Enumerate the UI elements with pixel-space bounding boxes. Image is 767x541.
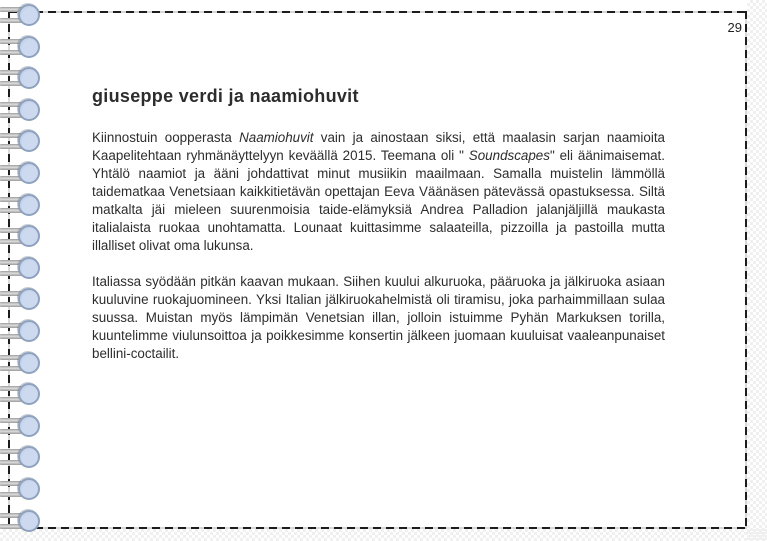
text-run: Italiassa syödään pitkän kaavan mukaan. Siihen kuului alkuruoka, pääruoka ja jälkiruoka asiaan kuuluvine ruokajuomineen. Yksi Italian jälkiruokahelmistä oli tiramisu, joka parhaimmillaan sulaa suussa. Muistan myös lämpimän Venetsian illan, jolloin istuimme Pyhän Markuksen torilla, kuuntelimme viulunsoittoa ja poikkesimme konsertin jälkeen juomaan kuuluisat vaaleanpunaiset bellini-coctailit. [92,274,665,361]
spiral-ring-icon [0,287,42,311]
spiral-ring-icon [0,319,42,343]
ring-knob [18,352,40,374]
ring-knob [18,415,40,437]
spiral-ring-icon [0,129,42,153]
spiral-ring-icon [0,256,42,280]
italic-text: Soundscapes [468,148,550,163]
paragraph [92,129,665,255]
paragraph [92,273,665,363]
page-dashed-border-top [9,11,747,13]
spiral-ring-icon [0,35,42,59]
ring-knob [18,130,40,152]
spiral-ring-icon [0,414,42,438]
page-title: giuseppe verdi ja naamiohuvit [92,86,359,106]
spiral-ring-icon [0,3,42,27]
ring-knob [18,67,40,89]
text-run: vain ja ainostaan siksi, että maalasin sarjan naamioita Kaapelitehtaan ryhmänäyttelyyn keväällä 2015. Teemana oli " [92,130,665,163]
spiral-binding [0,0,44,541]
italic-text: Naamiohuvit [239,130,314,145]
spiral-ring-icon [0,161,42,185]
spiral-ring-icon [0,193,42,217]
ring-knob [18,510,40,532]
outside-texture-bottom [0,529,767,541]
spiral-ring-icon [0,509,42,533]
spiral-ring-icon [0,382,42,406]
text-run: Kiinnostuin oopperasta [92,130,240,145]
ring-knob [18,162,40,184]
body-text [92,129,665,381]
ring-knob [18,320,40,342]
spiral-ring-icon [0,477,42,501]
spiral-ring-icon [0,351,42,375]
spiral-ring-icon [0,66,42,90]
spiral-ring-icon [0,445,42,469]
outside-texture-right [747,0,767,541]
ring-knob [18,99,40,121]
text-run: " eli äänimaisemat. Yhtälö naamiot ja ääni johdattivat minut musiikin maailmaan. Samalla muistelin lämmöllä taidematkaa Venetsiaan kaikkitietävän opettajan Eeva Väänäsen pätevässä opastuksessa. Siltä matkalta jäi mieleen suurenmoisia taide-elämyksiä Andrea Palladion jalanjäljillä maukasta italialaista ruokaa unohtamatta. Lounaat kuittasimme salaateilla, pizzoilla ja pastoilla mutta illalliset olivat oma lukunsa. [92,148,665,253]
ring-knob [18,4,40,26]
ring-knob [18,225,40,247]
page-number: 29 [727,20,742,35]
ring-knob [18,446,40,468]
ring-knob [18,36,40,58]
ring-knob [18,194,40,216]
page-dashed-border-right [745,11,747,529]
ring-knob [18,257,40,279]
ring-knob [18,288,40,310]
spiral-ring-icon [0,224,42,248]
page-dashed-border-bottom [9,527,747,529]
ring-knob [18,383,40,405]
ring-knob [18,478,40,500]
spiral-ring-icon [0,98,42,122]
